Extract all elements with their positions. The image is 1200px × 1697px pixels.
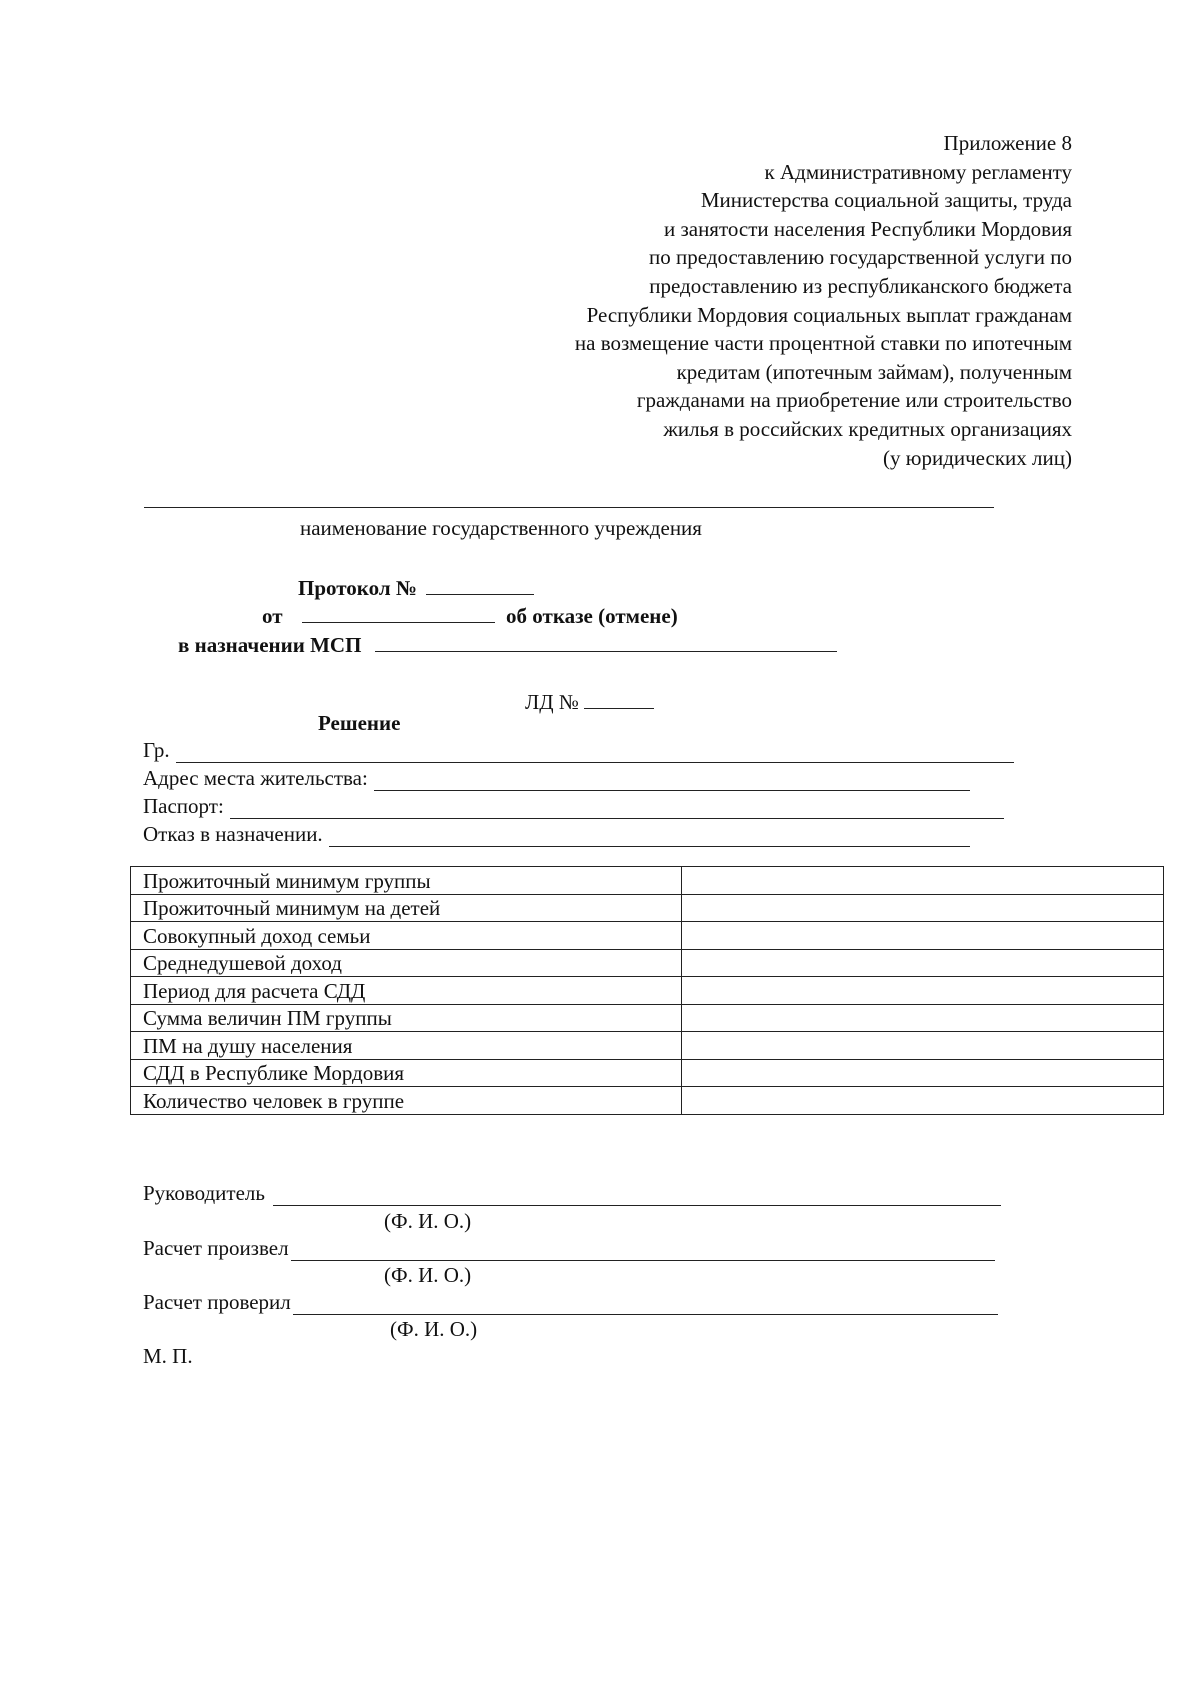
table-cell-value: [682, 977, 1164, 1005]
passport-field: [143, 794, 1004, 819]
table-cell-value: [682, 867, 1164, 895]
header-line: и занятости населения Республики Мордовия: [663, 216, 1072, 241]
table-cell-value: [682, 894, 1164, 922]
protocol-assignment-row: [178, 629, 837, 658]
header-line: по предоставлению государственной услуги по: [649, 245, 1072, 270]
header-line: Приложение 8: [943, 131, 1072, 155]
address-blank: [374, 768, 970, 791]
ld-number-row: [525, 686, 654, 715]
table-row: [131, 867, 1164, 895]
head-signature-label: Руководитель: [143, 1181, 265, 1205]
table-cell-label: Прожиточный минимум на детей: [131, 894, 682, 922]
protocol-number-blank: [426, 572, 534, 595]
protocol-date-blank: [302, 600, 495, 623]
table-row: [131, 922, 1164, 950]
table-cell-label: Среднедушевой доход: [131, 949, 682, 977]
header-line: (у юридических лиц): [883, 445, 1072, 470]
table-row: [131, 1032, 1164, 1060]
calculated-by-field: [143, 1236, 995, 1261]
table-cell-value: [682, 922, 1164, 950]
table-cell-label: Период для расчета СДД: [131, 977, 682, 1005]
checked-fio-caption: (Ф. И. О.): [390, 1317, 478, 1341]
table-row: [131, 894, 1164, 922]
table-cell-label: СДД в Республике Мордовия: [131, 1059, 682, 1087]
table-cell-label: Количество человек в группе: [131, 1087, 682, 1115]
header-line: гражданами на приобретение или строительство: [636, 388, 1072, 413]
address-field: [143, 766, 970, 791]
protocol-from: от: [262, 604, 283, 628]
decision-title: Решение: [318, 711, 401, 735]
header-line: к Административному регламенту: [764, 159, 1072, 184]
header-line: на возмещение части процентной ставки по ипотечным: [574, 331, 1072, 356]
table-row: [131, 977, 1164, 1005]
refusal-label: Отказ в назначении.: [143, 822, 323, 846]
header-line: жилья в российских кредитных организациях: [663, 416, 1072, 441]
header-line: предоставлению из республиканского бюджета: [649, 273, 1072, 298]
table-row: [131, 1004, 1164, 1032]
table-row: [131, 1087, 1164, 1115]
table-cell-label: Прожиточный минимум группы: [131, 867, 682, 895]
table-cell-value: [682, 1004, 1164, 1032]
table-cell-value: [682, 1087, 1164, 1115]
table-cell-label: Сумма величин ПМ группы: [131, 1004, 682, 1032]
ld-number-blank: [584, 686, 654, 709]
table-cell-label: Совокупный доход семьи: [131, 922, 682, 950]
citizen-label: Гр.: [143, 738, 170, 762]
checked-by-field: [143, 1290, 998, 1315]
calculated-fio-caption: (Ф. И. О.): [384, 1263, 472, 1287]
head-fio-caption: (Ф. И. О.): [384, 1209, 472, 1233]
head-signature-blank: [273, 1183, 1001, 1206]
checked-by-label: Расчет проверил: [143, 1290, 291, 1314]
protocol-title-row: [298, 572, 534, 601]
institution-blank-line: [144, 507, 994, 508]
passport-blank: [230, 796, 1004, 819]
calculated-by-blank: [291, 1238, 995, 1261]
refusal-field: [143, 822, 970, 847]
table-row: [131, 1059, 1164, 1087]
table-cell-value: [682, 1059, 1164, 1087]
header-line: кредитам (ипотечным займам), полученным: [676, 359, 1072, 384]
citizen-field: [143, 738, 1014, 763]
table-cell-label: ПМ на душу населения: [131, 1032, 682, 1060]
passport-label: Паспорт:: [143, 794, 224, 818]
head-signature-field: [143, 1181, 1001, 1206]
appendix-header: [575, 129, 1072, 472]
table-cell-value: [682, 1032, 1164, 1060]
assignment-blank: [375, 629, 837, 652]
header-line: Министерства социальной защиты, труда: [700, 188, 1072, 213]
stamp-label: М. П.: [143, 1344, 193, 1368]
address-label: Адрес места жительства:: [143, 766, 368, 790]
ld-number-label: ЛД №: [525, 690, 579, 714]
calculated-by-label: Расчет произвел: [143, 1236, 289, 1260]
protocol-title: Протокол №: [298, 576, 417, 600]
institution-caption: наименование государственного учреждения: [300, 516, 702, 540]
checked-by-blank: [293, 1292, 998, 1315]
citizen-blank: [176, 740, 1014, 763]
protocol-date-row: [262, 600, 678, 629]
header-line: Республики Мордовия социальных выплат гражданам: [586, 302, 1072, 327]
protocol-refusal: об отказе (отмене): [506, 604, 678, 628]
calculation-table: [130, 866, 1164, 1115]
refusal-blank: [329, 824, 970, 847]
protocol-assignment: в назначении МСП: [178, 633, 362, 657]
table-cell-value: [682, 949, 1164, 977]
table-row: [131, 949, 1164, 977]
